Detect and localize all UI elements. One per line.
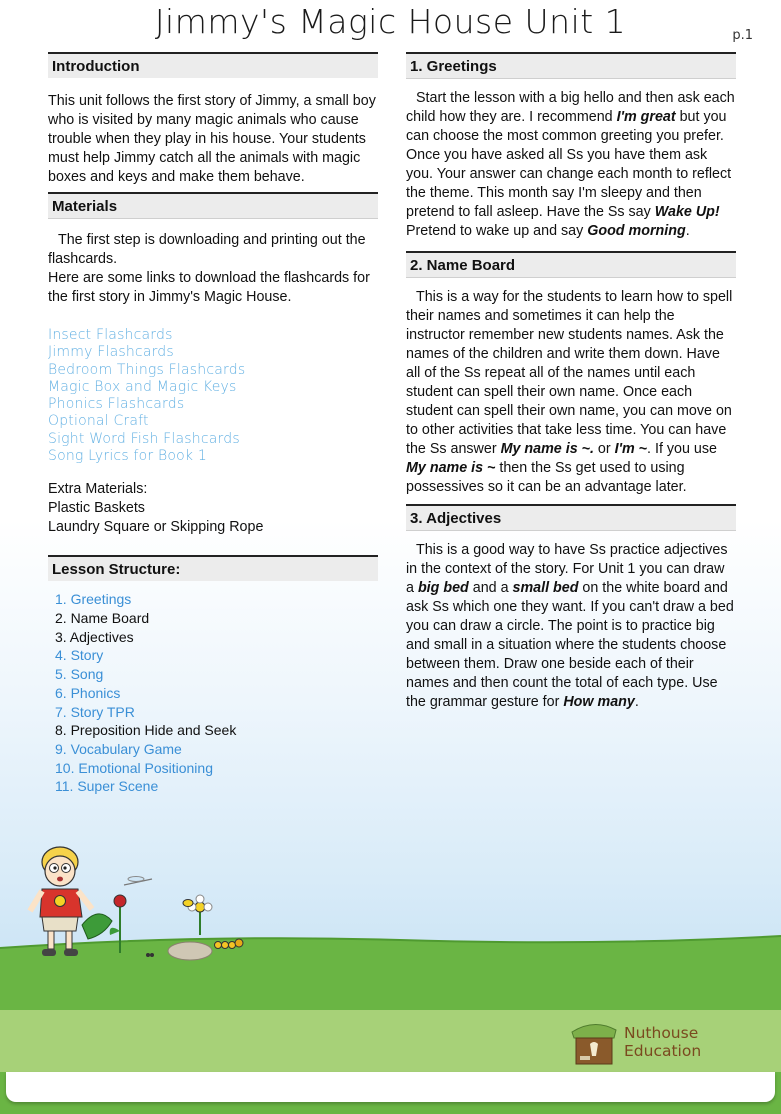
page-title: Jimmy's Magic House Unit 1 bbox=[154, 2, 627, 41]
link-insect-flashcards[interactable]: Insect Flashcards bbox=[48, 327, 173, 343]
link-phonics-flashcards[interactable]: Phonics Flashcards bbox=[48, 396, 185, 413]
lesson-item-greetings[interactable]: 1. Greetings bbox=[55, 591, 132, 608]
emphasis-text: I'm ~ bbox=[614, 441, 648, 457]
lesson-item-super-scene[interactable]: 11. Super Scene bbox=[55, 778, 159, 795]
emphasis-text: How many bbox=[563, 694, 635, 710]
extra-item: Laundry Square or Skipping Rope bbox=[48, 519, 264, 536]
emphasis-text: big bed bbox=[417, 580, 469, 596]
lesson-item-vocabulary-game[interactable]: 9. Vocabulary Game bbox=[55, 741, 182, 757]
emphasis-text: Good morning bbox=[587, 223, 686, 239]
brand-line-2: Education bbox=[624, 1042, 702, 1060]
text-run: . bbox=[685, 223, 690, 239]
nuthouse-house-icon bbox=[568, 1016, 620, 1068]
lesson-item-name-board: 2. Name Board bbox=[55, 610, 150, 627]
page-number: p.1 bbox=[732, 28, 753, 43]
lesson-structure-list bbox=[48, 590, 378, 796]
emphasis-text: I'm great bbox=[616, 109, 676, 125]
adjectives-heading: 3. Adjectives bbox=[406, 504, 736, 531]
name-board-text bbox=[406, 288, 736, 497]
text-run: but you can choose the most common greeting you prefer. Once you have asked all Ss you have them ask you. Your answer can change each month to reflect the theme. This month say I'm sleepy and then pretend to fall asleep. Have the Ss say bbox=[406, 109, 732, 220]
footer-bottom-strip bbox=[6, 1072, 775, 1102]
link-bedroom-things-flashcards[interactable]: Bedroom Things Flashcards bbox=[48, 361, 246, 378]
jimmy-illustration bbox=[12, 835, 262, 965]
text-run: This is a good way to have Ss practice adjectives in the context of the story. For Unit 1 you can draw a bbox=[406, 542, 728, 596]
materials-links-intro: Here are some links to download the flashcards for the first story in Jimmy's Magic House. bbox=[48, 270, 370, 305]
text-run: . bbox=[634, 694, 639, 710]
name-board-heading: 2. Name Board bbox=[406, 251, 736, 278]
lesson-item-adjectives: 3. Adjectives bbox=[55, 628, 134, 645]
materials-heading: Materials bbox=[48, 192, 378, 219]
text-run: then the Ss get used to using possessives so it can be an advantage later. bbox=[406, 460, 687, 495]
materials-intro: The first step is downloading and printing out the flashcards. bbox=[48, 232, 366, 267]
text-run: . If you use bbox=[647, 441, 717, 457]
lesson-item-emotional-positioning[interactable]: 10. Emotional Positioning bbox=[55, 759, 213, 776]
lesson-item-story[interactable]: 4. Story bbox=[55, 647, 104, 664]
link-magic-box-and-keys[interactable]: Magic Box and Magic Keys bbox=[48, 378, 237, 395]
greetings-text bbox=[406, 89, 736, 241]
emphasis-text: small bed bbox=[512, 580, 579, 596]
link-song-lyrics[interactable]: Song Lyrics for Book 1 bbox=[48, 448, 207, 465]
right-column bbox=[406, 52, 736, 712]
left-column bbox=[48, 52, 378, 796]
lesson-item-story-tpr[interactable]: 7. Story TPR bbox=[55, 703, 135, 720]
extra-materials bbox=[48, 480, 378, 537]
brand-name bbox=[624, 1024, 701, 1060]
emphasis-text: Wake Up! bbox=[654, 204, 720, 220]
lesson-item-phonics[interactable]: 6. Phonics bbox=[55, 684, 121, 701]
text-run: on the white board and ask Ss which one they want. If you can't draw a bed you can draw a circle. The point is to practice big and small in a situation where the students choose between them. Draw one beside each of their names and then count the total of each type. Use the grammar gesture for bbox=[406, 580, 734, 710]
text-run: Pretend to wake up and say bbox=[406, 223, 588, 239]
lesson-item-preposition-hide-and-seek: 8. Preposition Hide and Seek bbox=[55, 722, 237, 739]
adjectives-text bbox=[406, 541, 736, 712]
lesson-item-song[interactable]: 5. Song bbox=[55, 666, 104, 683]
emphasis-text: My name is ~ bbox=[406, 460, 496, 476]
emphasis-text: My name is ~. bbox=[500, 441, 594, 457]
lesson-structure-heading: Lesson Structure: bbox=[48, 555, 378, 581]
nuthouse-logo[interactable] bbox=[568, 1016, 738, 1068]
link-optional-craft[interactable]: Optional Craft bbox=[48, 413, 149, 430]
text-run: and a bbox=[468, 580, 513, 596]
link-jimmy-flashcards[interactable]: Jimmy Flashcards bbox=[48, 344, 174, 361]
flashcard-links bbox=[48, 327, 378, 465]
text-run: This is a way for the students to learn how to spell their names and sometimes it can help the instructor remember new students names. Ask the names of the children and write them down. Have all of the Ss repeat all of the names until each student can spell their own name. Once each student can spell their own name, you can move on to other activities that take less time. You can have the Ss answer bbox=[406, 289, 733, 457]
link-sight-word-fish-flashcards[interactable]: Sight Word Fish Flashcards bbox=[48, 430, 240, 447]
text-run: or bbox=[593, 441, 615, 457]
greetings-heading: 1. Greetings bbox=[406, 52, 736, 79]
introduction-heading: Introduction bbox=[48, 52, 378, 78]
introduction-text: This unit follows the first story of Jimmy, a small boy who is visited by many magic animals who cause trouble when they play in his house. Your students must help Jimmy catch all the animals with magic boxes and keys and make them behave. bbox=[48, 93, 376, 185]
text-run: Start the lesson with a big hello and then ask each child how they are. I recommend bbox=[406, 90, 735, 125]
brand-line-1: Nuthouse bbox=[624, 1024, 699, 1042]
extra-materials-label: Extra Materials: bbox=[48, 481, 148, 498]
extra-item: Plastic Baskets bbox=[48, 500, 145, 517]
